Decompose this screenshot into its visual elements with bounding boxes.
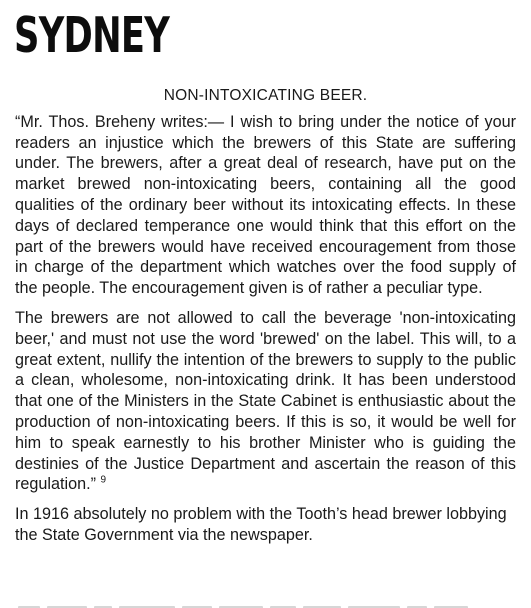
footnote-reference: 9 [100, 474, 107, 486]
quote-paragraph-1 [15, 112, 516, 299]
article-title: NON-INTOXICATING BEER. [163, 87, 368, 104]
page-heading: SYDNEY [14, 7, 170, 64]
quote-paragraph-2-text: The brewers are not allowed to call the beverage 'non-intoxicating beer,' and must not use the word 'brewed' on the label. This will, to a great extent, nullify the intention of the brewers to supply to the public a clean, wholesome, non-intoxicating drink. It has been understood that one of the Ministers in the State Cabinet is enthusiastic about the production of non-intoxicating beers. If this is so, it would be well for him to speak earnestly to his brother Minister who is guiding the destinies of the Justice Department and ascertain the reason of this regulation.” [15, 308, 516, 494]
quote-paragraph-2 [15, 308, 516, 495]
article [15, 86, 516, 546]
cut-off-text-line [18, 596, 513, 608]
quote-paragraph-1-text: “Mr. Thos. Breheny writes:— I wish to bring under the notice of your readers an injustice which the brewers of this State are suffering under. The brewers, after a great deal of research, have put on the market brewed non-intoxicating beers, containing all the good qualities of the ordinary beer without its intoxicating effects. In these days of declared temperance one would think that this effort on the part of the brewers would have received encouragement from those in charge of the department which watches over the food supply of the people. The encouragement given is of rather a peculiar type. [15, 112, 516, 298]
commentary-note: In 1916 absolutely no problem with the Tooth’s head brewer lobbying the State Government via the newspaper. [15, 505, 507, 544]
